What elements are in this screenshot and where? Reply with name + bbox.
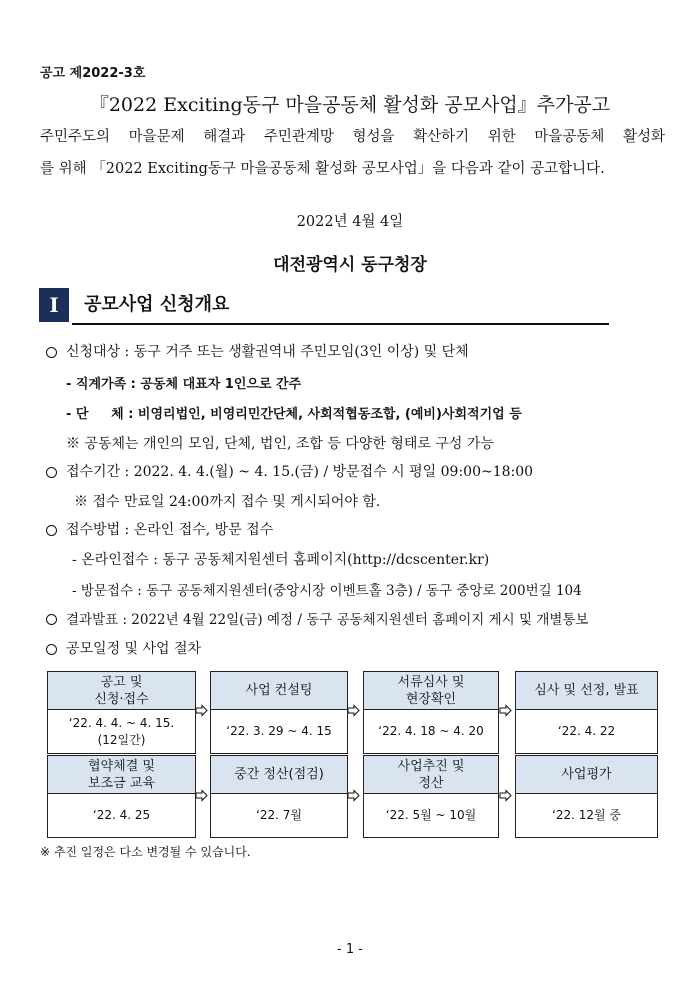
schedule-card	[515, 755, 658, 838]
schedule-card	[363, 755, 499, 838]
line-community-note: ※ 공동체는 개인의 모임, 단체, 법인, 조합 등 다양한 형태로 구성 가능	[66, 436, 494, 452]
schedule-step-date: ‘22. 4. 4. ~ 4. 15. (12일간)	[68, 715, 175, 747]
schedule-step-title: 중간 정산(점검)	[211, 756, 347, 794]
arrow-right-icon	[347, 704, 360, 717]
schedule-step-title: 심사 및 선정, 발표	[516, 672, 657, 710]
line-method: 접수방법 : 온라인 접수, 방문 접수	[66, 522, 274, 538]
circle-bullet-icon	[46, 644, 57, 655]
line-period: 접수기간 : 2022. 4. 4.(월) ~ 4. 15.(금) / 방문접수 시 평일 09:00~18:00	[66, 464, 534, 480]
notice-number: 공고 제2022-3호	[40, 66, 146, 81]
line-apply-target: 신청대상 : 동구 거주 또는 생활권역내 주민모임(3인 이상) 및 단체	[66, 344, 469, 360]
schedule-card	[210, 671, 348, 754]
line-deadline-note: ※ 접수 만료일 24:00까지 접수 및 게시되어야 함.	[74, 494, 381, 510]
circle-bullet-icon	[46, 467, 57, 478]
schedule-step-date: ‘22. 4. 25	[92, 808, 151, 822]
line-family: - 직계가족 : 공동체 대표자 1인으로 간주	[66, 377, 302, 392]
schedule-step-date: ‘22. 3. 29 ~ 4. 15	[226, 724, 332, 738]
line-schedule-heading: 공모일정 및 사업 절차	[66, 641, 202, 657]
arrow-right-icon	[499, 704, 512, 717]
section-underline	[72, 323, 609, 325]
schedule-step-title: 사업 컨설팅	[211, 672, 347, 710]
line-online: - 온라인접수 : 동구 공동체지원센터 홈페이지(http://dcscenter.kr)	[72, 552, 490, 568]
schedule-step-title: 협약체결 및 보조금 교육	[48, 756, 195, 794]
page-number: - 1 -	[337, 942, 363, 957]
notice-date: 2022년 4월 4일	[296, 214, 404, 230]
circle-bullet-icon	[46, 347, 57, 358]
schedule-step-title: 공고 및 신청·접수	[48, 672, 195, 710]
schedule-footnote: ※ 추진 일정은 다소 변경될 수 있습니다.	[40, 845, 251, 859]
schedule-step-date: ‘22. 5월 ~ 10월	[385, 808, 477, 822]
arrow-right-icon	[499, 789, 512, 802]
line-organization: - 단 체 : 비영리법인, 비영리민간단체, 사회적협동조합, (예비)사회적기업 등	[66, 407, 522, 422]
intro-line-1: 주민주도의 마을문제 해결과 주민관계망 형성을 확산하기 위한 마을공동체 활성화	[40, 129, 665, 145]
schedule-step-date: ‘22. 12월 중	[552, 808, 621, 822]
issuer: 대전광역시 동구청장	[273, 255, 427, 275]
section-number-badge: I	[39, 288, 69, 322]
schedule-card	[47, 755, 196, 838]
schedule-step-date: ‘22. 4. 22	[557, 724, 616, 738]
line-visit: - 방문접수 : 동구 공동체지원센터(중앙시장 이벤트홀 3층) / 동구 중앙로 200번길 104	[72, 583, 582, 599]
circle-bullet-icon	[46, 525, 57, 536]
schedule-card	[47, 671, 196, 754]
schedule-step-title: 사업추진 및 정산	[364, 756, 498, 794]
schedule-step-date: ‘22. 7월	[256, 808, 302, 822]
arrow-right-icon	[347, 789, 360, 802]
schedule-step-date: ‘22. 4. 18 ~ 4. 20	[378, 724, 484, 738]
section-title: 공모사업 신청개요	[84, 294, 230, 315]
schedule-step-title: 서류심사 및 현장확인	[364, 672, 498, 710]
circle-bullet-icon	[46, 614, 57, 625]
arrow-right-icon	[195, 789, 208, 802]
document-title: 『2022 Exciting동구 마을공동체 활성화 공모사업』추가공고	[89, 94, 611, 116]
arrow-right-icon	[195, 704, 208, 717]
schedule-card	[515, 671, 658, 754]
schedule-card	[363, 671, 499, 754]
schedule-card	[210, 755, 348, 838]
line-result: 결과발표 : 2022년 4월 22일(금) 예정 / 동구 공동체지원센터 홈페이지 게시 및 개별통보	[66, 612, 589, 628]
schedule-step-title: 사업평가	[516, 756, 657, 794]
intro-line-2: 를 위해 「2022 Exciting동구 마을공동체 활성화 공모사업」을 다음과 같이 공고합니다.	[40, 161, 605, 177]
